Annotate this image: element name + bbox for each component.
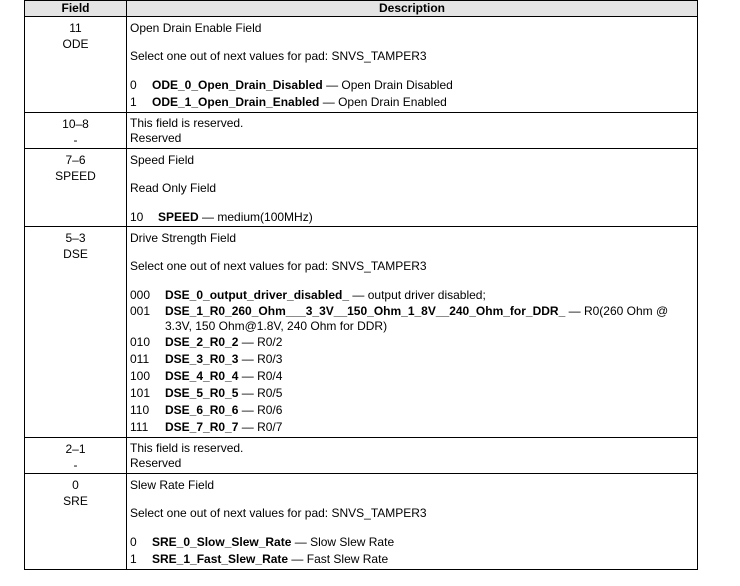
field-cell: [25, 474, 127, 570]
reserved-text: Reserved: [130, 456, 182, 470]
field-cell: [25, 149, 127, 227]
field-title: Drive Strength Field: [130, 231, 237, 245]
value-name: ODE_1_Open_Drain_Enabled: [152, 95, 320, 109]
value-description: R0/3: [257, 352, 283, 366]
value-name: DSE_6_R0_6: [165, 403, 239, 417]
value-item: [130, 368, 694, 385]
value-item: [130, 551, 694, 568]
value-separator: —: [322, 78, 342, 92]
value-code: 010: [130, 335, 151, 349]
field-title: Slew Rate Field: [130, 478, 215, 492]
field-bits: 0: [72, 478, 79, 492]
value-item: [130, 385, 694, 402]
value-code: 0: [130, 535, 137, 549]
description-cell: [127, 17, 698, 113]
description-cell: [127, 227, 698, 438]
value-separator: —: [238, 420, 258, 434]
value-name: DSE_2_R0_2: [165, 335, 239, 349]
value-separator: —: [288, 552, 307, 566]
value-description: R0/5: [257, 386, 283, 400]
value-code: 1: [130, 95, 137, 109]
value-description: Slow Slew Rate: [310, 535, 395, 549]
field-name: DSE: [63, 247, 88, 261]
value-name: ODE_0_Open_Drain_Disabled: [152, 78, 323, 92]
field-cell: [25, 113, 127, 149]
value-code: 111: [130, 420, 149, 434]
value-separator: —: [238, 335, 258, 349]
value-description: R0(260 Ohm @ 3.3V, 150 Ohm@1.8V, 240 Ohm for DDR): [165, 304, 669, 333]
value-item: [130, 77, 694, 94]
value-item: [130, 351, 694, 368]
value-description: output driver disabled;: [367, 288, 486, 302]
value-code: 000: [130, 288, 151, 302]
value-code: 110: [130, 403, 150, 417]
value-description: Open Drain Enabled: [338, 95, 447, 109]
field-name: -: [73, 133, 78, 147]
table-row: [25, 474, 698, 570]
value-item: [130, 534, 694, 551]
description-cell: [127, 113, 698, 149]
field-cell: [25, 17, 127, 113]
description-cell: [127, 474, 698, 570]
description-cell: [127, 438, 698, 474]
value-name: DSE_7_R0_7: [165, 420, 239, 434]
value-item: [130, 304, 694, 334]
value-description: R0/6: [257, 403, 283, 417]
value-name: SRE_0_Slow_Slew_Rate: [152, 535, 292, 549]
value-description: R0/2: [257, 335, 283, 349]
value-description: Fast Slew Rate: [306, 552, 389, 566]
value-description: R0/7: [257, 420, 283, 434]
value-item: [130, 402, 694, 419]
field-name: -: [73, 458, 78, 472]
value-separator: —: [238, 352, 258, 366]
value-item: [130, 334, 694, 351]
value-name: SPEED: [158, 210, 199, 224]
table-row: [25, 227, 698, 438]
value-separator: —: [238, 369, 258, 383]
value-separator: —: [319, 95, 339, 109]
value-description: R0/4: [257, 369, 283, 383]
value-name: DSE_5_R0_5: [165, 386, 239, 400]
field-bits: 11: [69, 21, 82, 35]
field-bits: 2–1: [65, 442, 86, 456]
field-name: SRE: [63, 494, 88, 508]
value-separator: —: [198, 210, 218, 224]
table-header-row: [25, 1, 698, 17]
field-title: This field is reserved.: [130, 441, 244, 455]
value-code: 100: [130, 369, 151, 383]
value-name: DSE_4_R0_4: [165, 369, 239, 383]
value-item: [130, 209, 694, 226]
field-name: SPEED: [55, 169, 96, 183]
value-name: DSE_1_R0_260_Ohm___3_3V__150_Ohm_1_8V__240_Ohm_for_DDR_: [165, 304, 566, 318]
field-bits: 7–6: [65, 153, 86, 167]
field-cell: [25, 227, 127, 438]
field-title: Speed Field: [130, 153, 195, 167]
reserved-text: Reserved: [130, 131, 182, 145]
register-field-table: [24, 0, 698, 570]
field-cell: [25, 438, 127, 474]
select-text: Select one out of next values for pad: SNVS_TAMPER3: [130, 49, 427, 63]
select-text: Select one out of next values for pad: SNVS_TAMPER3: [130, 506, 427, 520]
select-text: Read Only Field: [130, 181, 217, 195]
value-item: [130, 419, 694, 436]
description-cell: [127, 149, 698, 227]
field-column-header: Field: [25, 1, 127, 17]
field-title: Open Drain Enable Field: [130, 21, 262, 35]
value-item: [130, 94, 694, 111]
value-code: 001: [130, 304, 151, 318]
value-code: 10: [130, 210, 144, 224]
select-text: Select one out of next values for pad: SNVS_TAMPER3: [130, 259, 427, 273]
value-item: [130, 287, 694, 304]
value-description: Open Drain Disabled: [341, 78, 453, 92]
table-row: [25, 438, 698, 474]
value-code: 0: [130, 78, 137, 92]
value-name: SRE_1_Fast_Slew_Rate: [152, 552, 289, 566]
value-code: 101: [130, 386, 151, 400]
value-separator: —: [291, 535, 311, 549]
value-code: 1: [130, 552, 137, 566]
table-row: [25, 149, 698, 227]
field-bits: 5–3: [65, 231, 86, 245]
value-separator: —: [238, 386, 258, 400]
description-column-header: Description: [127, 1, 698, 17]
field-name: ODE: [62, 37, 89, 51]
value-description: medium(100MHz): [217, 210, 313, 224]
field-bits: 10–8: [62, 117, 89, 131]
value-code: 011: [130, 352, 150, 366]
table-row: [25, 113, 698, 149]
table-row: [25, 17, 698, 113]
value-name: DSE_0_output_driver_disabled_: [165, 288, 350, 302]
value-separator: —: [349, 288, 368, 302]
value-separator: —: [565, 304, 584, 318]
value-name: DSE_3_R0_3: [165, 352, 239, 366]
value-separator: —: [238, 403, 258, 417]
field-title: This field is reserved.: [130, 116, 244, 130]
